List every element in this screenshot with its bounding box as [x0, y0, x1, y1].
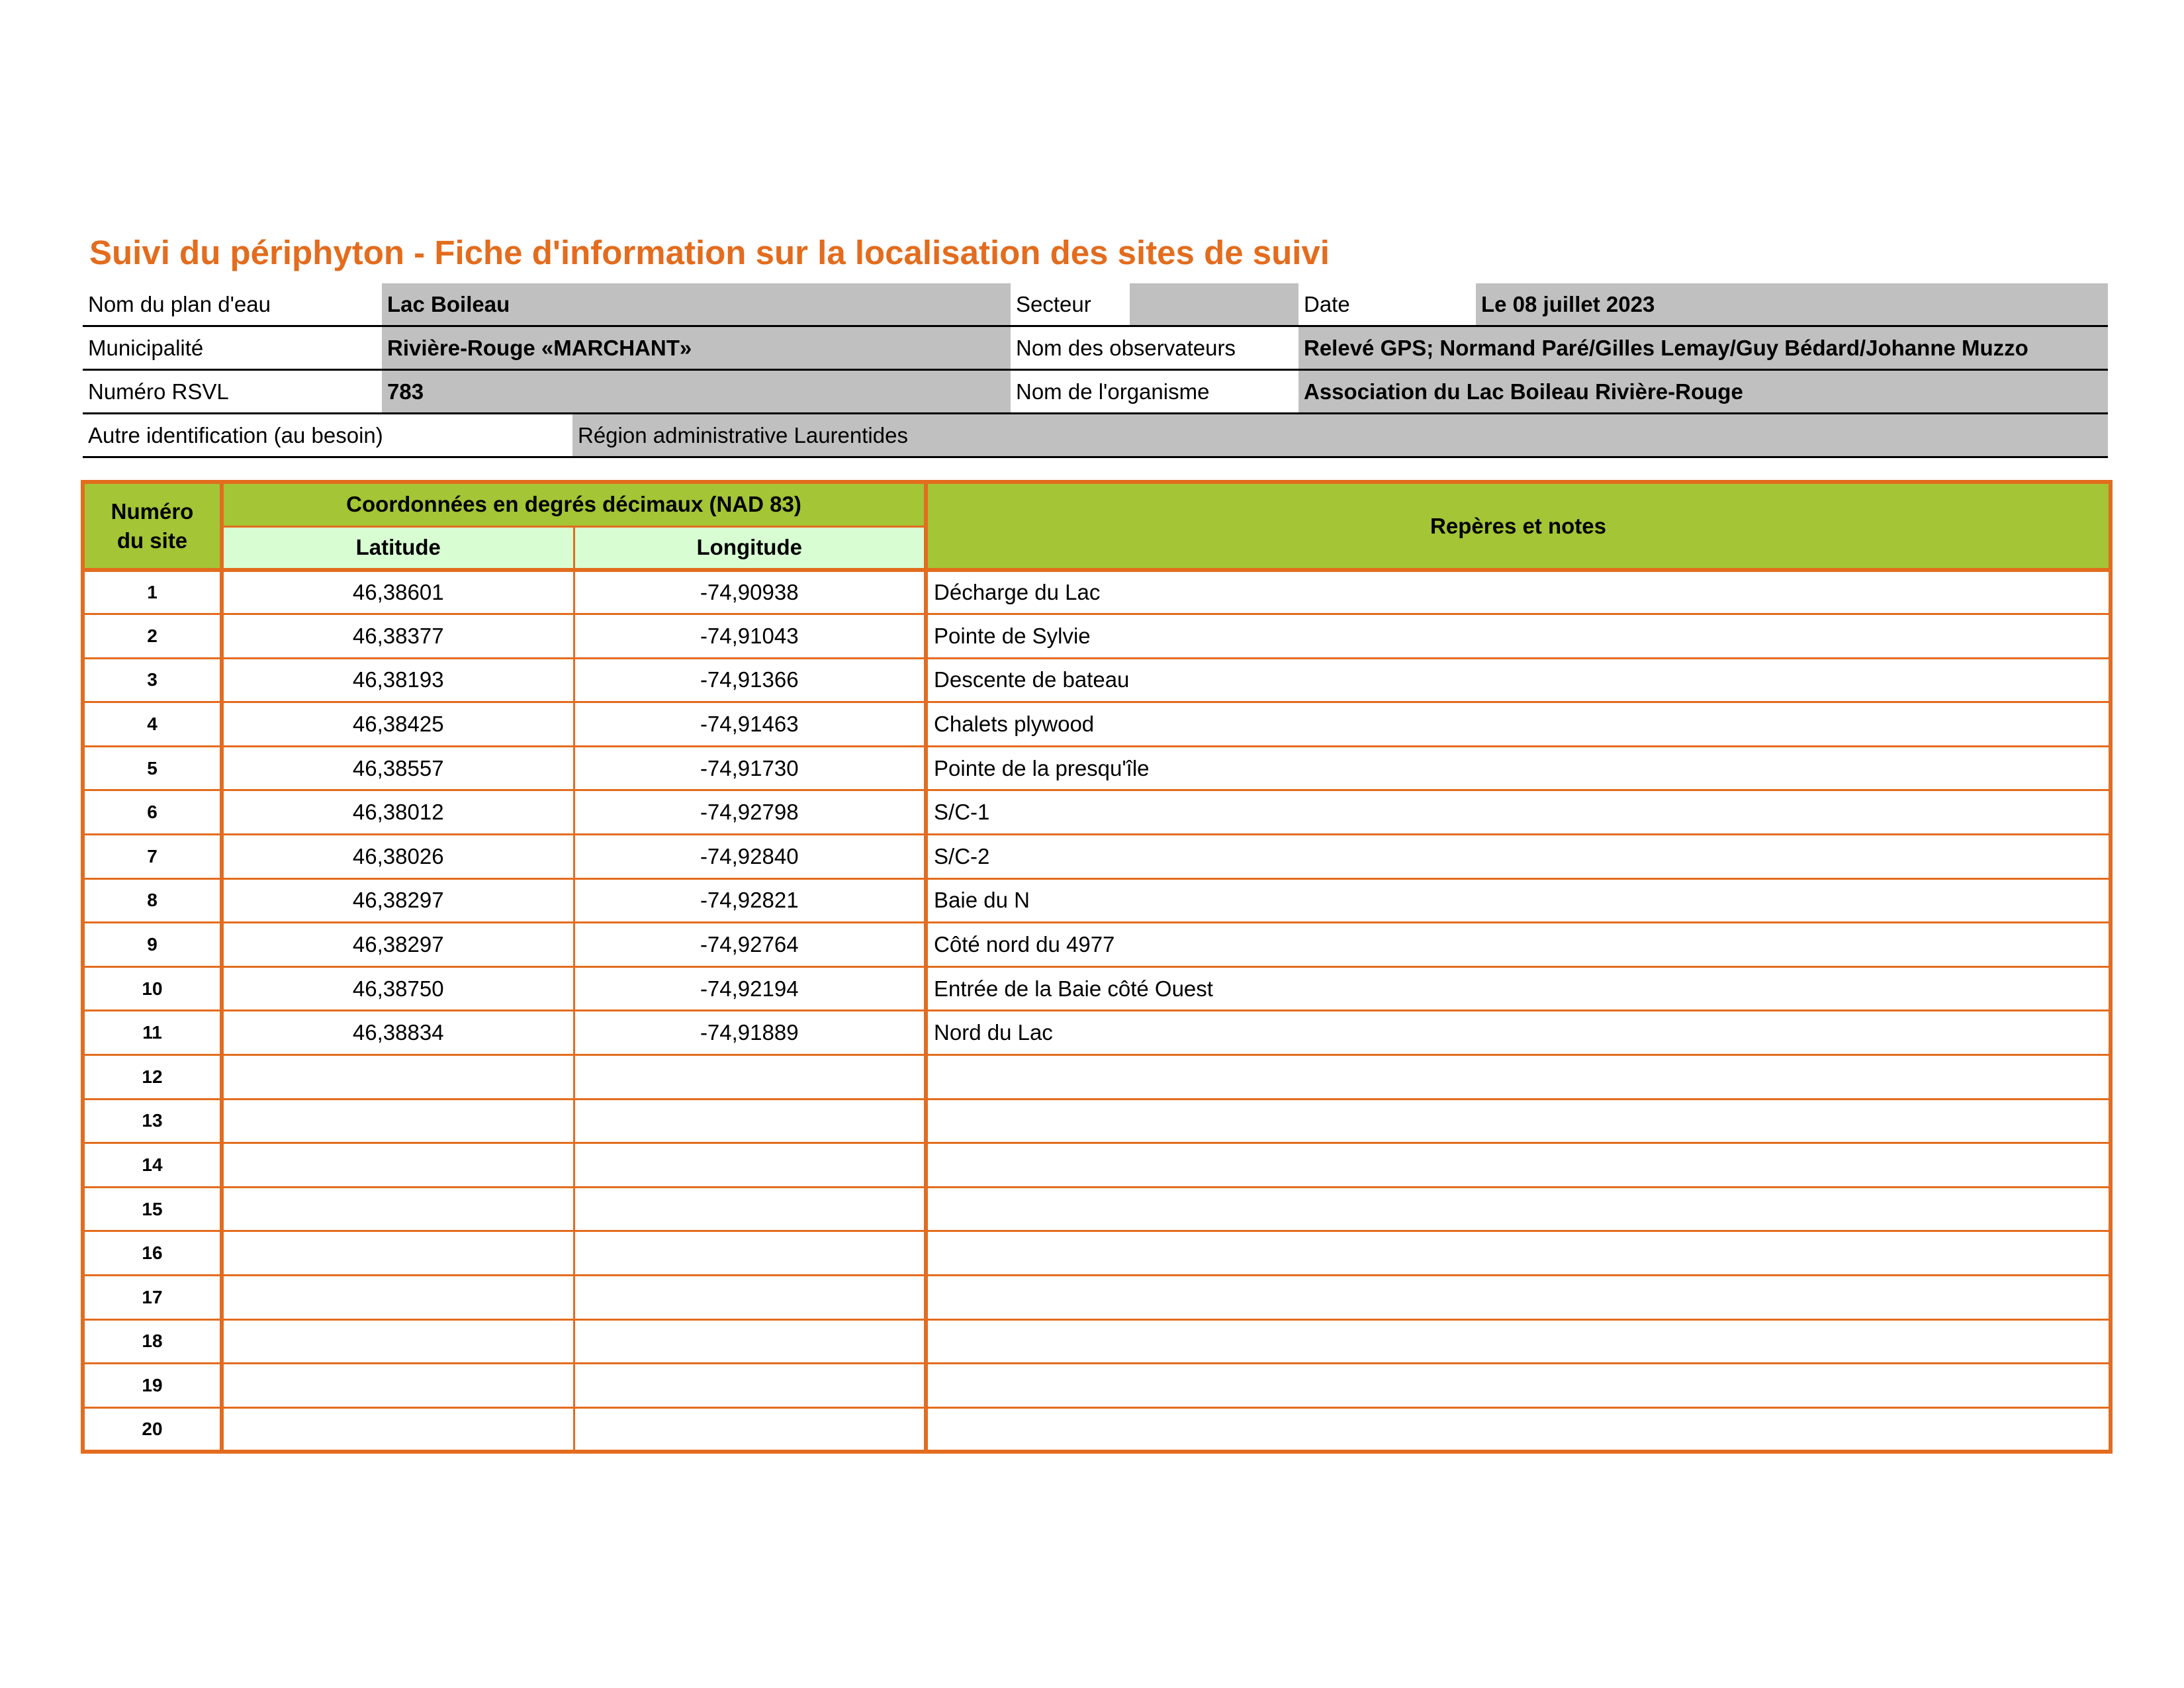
- site-number-cell: 18: [83, 1319, 222, 1364]
- site-number-cell: 16: [83, 1231, 222, 1276]
- latitude-cell[interactable]: [222, 1187, 574, 1231]
- longitude-cell[interactable]: -74,91043: [574, 614, 926, 659]
- note-cell[interactable]: [926, 1276, 2111, 1320]
- table-row: [83, 923, 2111, 967]
- latitude-cell[interactable]: 46,38425: [222, 702, 574, 747]
- latitude-cell[interactable]: [222, 1143, 574, 1188]
- secteur-value[interactable]: [1130, 283, 1298, 325]
- longitude-cell[interactable]: -74,92798: [574, 790, 926, 835]
- site-number-cell: 4: [83, 702, 222, 747]
- rsvl-label: Numéro RSVL: [88, 379, 229, 404]
- municipalite-value[interactable]: Rivière-Rouge «MARCHANT»: [382, 327, 1011, 369]
- site-number-cell: 5: [83, 746, 222, 790]
- longitude-cell[interactable]: [574, 1319, 926, 1364]
- header-latitude: Latitude: [222, 526, 574, 570]
- info-row-rsvl: [83, 371, 2108, 414]
- header-site-number-text: Numéro du site: [111, 498, 194, 553]
- table-row: [83, 1231, 2111, 1276]
- plan-value[interactable]: Lac Boileau: [382, 283, 1011, 325]
- site-number-cell: 2: [83, 614, 222, 659]
- note-cell[interactable]: S/C-2: [926, 835, 2111, 879]
- table-row: [83, 658, 2111, 702]
- note-cell[interactable]: S/C-1: [926, 790, 2111, 835]
- table-row: [83, 1143, 2111, 1188]
- longitude-cell[interactable]: [574, 1187, 926, 1231]
- latitude-cell[interactable]: [222, 1364, 574, 1408]
- site-number-cell: 19: [83, 1364, 222, 1408]
- latitude-cell[interactable]: 46,38026: [222, 835, 574, 879]
- info-row-plan: [83, 283, 2108, 327]
- longitude-cell[interactable]: [574, 1276, 926, 1320]
- longitude-cell[interactable]: -74,92821: [574, 878, 926, 923]
- latitude-cell[interactable]: [222, 1099, 574, 1143]
- latitude-cell[interactable]: 46,38557: [222, 746, 574, 790]
- site-number-cell: 15: [83, 1187, 222, 1231]
- latitude-cell[interactable]: 46,38012: [222, 790, 574, 835]
- table-row: [83, 570, 2111, 614]
- info-row-autre: [83, 414, 2108, 458]
- table-row: [83, 878, 2111, 923]
- note-cell[interactable]: Nord du Lac: [926, 1011, 2111, 1055]
- note-cell[interactable]: Entrée de la Baie côté Ouest: [926, 966, 2111, 1011]
- organisme-label: Nom de l'organisme: [1016, 379, 1210, 404]
- site-number-cell: 20: [83, 1407, 222, 1452]
- table-row: [83, 1319, 2111, 1364]
- longitude-cell[interactable]: -74,91889: [574, 1011, 926, 1055]
- table-row: [83, 1276, 2111, 1320]
- note-cell[interactable]: Côté nord du 4977: [926, 923, 2111, 967]
- table-row: [83, 1364, 2111, 1408]
- longitude-cell[interactable]: -74,91730: [574, 746, 926, 790]
- note-cell[interactable]: [926, 1187, 2111, 1231]
- latitude-cell[interactable]: [222, 1319, 574, 1364]
- note-cell[interactable]: Pointe de Sylvie: [926, 614, 2111, 659]
- date-value[interactable]: Le 08 juillet 2023: [1476, 283, 2108, 325]
- longitude-cell[interactable]: -74,92764: [574, 923, 926, 967]
- note-cell[interactable]: Pointe de la presqu'île: [926, 746, 2111, 790]
- table-row: [83, 1099, 2111, 1143]
- longitude-cell[interactable]: [574, 1055, 926, 1100]
- latitude-cell[interactable]: 46,38297: [222, 923, 574, 967]
- site-number-cell: 17: [83, 1276, 222, 1320]
- note-cell[interactable]: [926, 1055, 2111, 1100]
- latitude-cell[interactable]: 46,38377: [222, 614, 574, 659]
- site-number-cell: 7: [83, 835, 222, 879]
- table-row: [83, 614, 2111, 659]
- table-row: [83, 702, 2111, 747]
- rsvl-value[interactable]: 783: [382, 371, 1011, 412]
- note-cell[interactable]: [926, 1143, 2111, 1188]
- latitude-cell[interactable]: [222, 1231, 574, 1276]
- longitude-cell[interactable]: [574, 1407, 926, 1452]
- longitude-cell[interactable]: [574, 1364, 926, 1408]
- latitude-cell[interactable]: 46,38193: [222, 658, 574, 702]
- site-number-cell: 11: [83, 1011, 222, 1055]
- header-notes: Repères et notes: [926, 482, 2111, 570]
- municipalite-label: Municipalité: [88, 336, 204, 360]
- table-row: [83, 1187, 2111, 1231]
- longitude-cell[interactable]: -74,92194: [574, 966, 926, 1011]
- site-number-cell: 9: [83, 923, 222, 967]
- info-row-municipalite: [83, 327, 2108, 371]
- latitude-cell[interactable]: [222, 1055, 574, 1100]
- latitude-cell[interactable]: [222, 1407, 574, 1452]
- note-cell[interactable]: [926, 1099, 2111, 1143]
- header-coords-group: Coordonnées en degrés décimaux (NAD 83): [222, 482, 926, 526]
- table-row: [83, 1055, 2111, 1100]
- note-cell[interactable]: Descente de bateau: [926, 658, 2111, 702]
- date-label: Date: [1304, 292, 1350, 316]
- secteur-label: Secteur: [1016, 292, 1091, 316]
- table-row: [83, 835, 2111, 879]
- sites-table: [81, 480, 2113, 1454]
- observateurs-label: Nom des observateurs: [1016, 336, 1236, 360]
- longitude-cell[interactable]: [574, 1231, 926, 1276]
- longitude-cell[interactable]: [574, 1099, 926, 1143]
- plan-label: Nom du plan d'eau: [88, 292, 271, 316]
- site-number-cell: 12: [83, 1055, 222, 1100]
- note-cell[interactable]: Baie du N: [926, 878, 2111, 923]
- observateurs-value[interactable]: Relevé GPS; Normand Paré/Gilles Lemay/Guy Bédard/Johanne Muzzo: [1298, 327, 2108, 369]
- site-number-cell: 3: [83, 658, 222, 702]
- note-cell[interactable]: [926, 1407, 2111, 1452]
- note-cell[interactable]: [926, 1319, 2111, 1364]
- table-row: [83, 790, 2111, 835]
- note-cell[interactable]: [926, 1231, 2111, 1276]
- longitude-cell[interactable]: -74,92840: [574, 835, 926, 879]
- header-site-number: [83, 482, 222, 570]
- table-row: [83, 1407, 2111, 1452]
- table-row: [83, 1011, 2111, 1055]
- longitude-cell[interactable]: -74,91366: [574, 658, 926, 702]
- longitude-cell[interactable]: -74,90938: [574, 570, 926, 614]
- latitude-cell[interactable]: 46,38297: [222, 878, 574, 923]
- autre-label: Autre identification (au besoin): [88, 423, 383, 447]
- note-cell[interactable]: Décharge du Lac: [926, 570, 2111, 614]
- autre-value[interactable]: Région administrative Laurentides: [572, 414, 2108, 456]
- site-number-cell: 6: [83, 790, 222, 835]
- table-row: [83, 966, 2111, 1011]
- site-number-cell: 1: [83, 570, 222, 614]
- longitude-cell[interactable]: [574, 1143, 926, 1188]
- longitude-cell[interactable]: -74,91463: [574, 702, 926, 747]
- site-number-cell: 14: [83, 1143, 222, 1188]
- latitude-cell[interactable]: 46,38750: [222, 966, 574, 1011]
- table-row: [83, 746, 2111, 790]
- note-cell[interactable]: [926, 1364, 2111, 1408]
- header-longitude: Longitude: [574, 526, 926, 570]
- organisme-value[interactable]: Association du Lac Boileau Rivière-Rouge: [1298, 371, 2108, 412]
- page-title: Suivi du périphyton - Fiche d'information sur la localisation des sites de suivi: [89, 234, 1330, 271]
- site-number-cell: 8: [83, 878, 222, 923]
- site-number-cell: 10: [83, 966, 222, 1011]
- latitude-cell[interactable]: [222, 1276, 574, 1320]
- site-number-cell: 13: [83, 1099, 222, 1143]
- latitude-cell[interactable]: 46,38601: [222, 570, 574, 614]
- note-cell[interactable]: Chalets plywood: [926, 702, 2111, 747]
- latitude-cell[interactable]: 46,38834: [222, 1011, 574, 1055]
